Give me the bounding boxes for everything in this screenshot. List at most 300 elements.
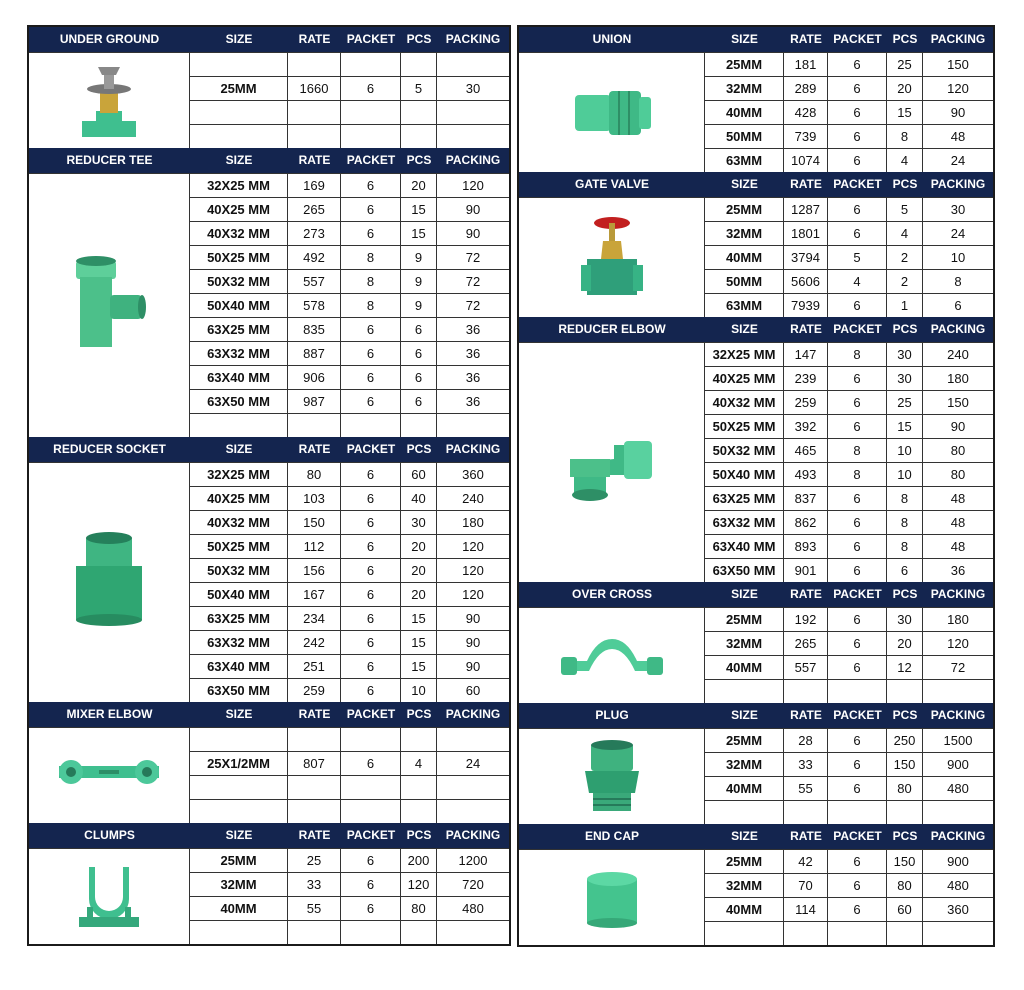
- product-image: [519, 607, 705, 703]
- cell-packing: 72: [465, 250, 481, 265]
- cell-pcs: 2: [887, 246, 923, 269]
- cell-pcs: [401, 728, 437, 751]
- section-end-cap: [519, 824, 993, 945]
- cell-packing: 80: [950, 443, 966, 458]
- cell-packing: 90: [465, 611, 481, 626]
- cell-packet: 6: [341, 390, 401, 413]
- cell-size: 40X32 MM: [190, 511, 288, 534]
- cell-rate: 289: [784, 77, 828, 100]
- table-row: [705, 414, 993, 438]
- table-row: [190, 751, 509, 775]
- column-header-packet: PACKET: [833, 587, 882, 601]
- section-title: UNION: [592, 32, 632, 46]
- cell-rate: 428: [784, 101, 828, 124]
- table-row: [190, 462, 509, 486]
- cell-rate: 557: [784, 656, 828, 679]
- cell-packet: 6: [828, 53, 887, 76]
- cell-size: [190, 101, 288, 124]
- cell-rate: 1660: [288, 77, 341, 100]
- cell-size: 50X25 MM: [190, 246, 288, 269]
- cell-packet: [341, 921, 401, 944]
- table-row: [190, 654, 509, 678]
- cell-rate: 28: [784, 729, 828, 752]
- cell-rate: [288, 800, 341, 823]
- cell-pcs: [887, 680, 923, 703]
- cell-size: 63X32 MM: [190, 342, 288, 365]
- cell-pcs: 120: [401, 873, 437, 896]
- table-row: [190, 510, 509, 534]
- cell-pcs: 15: [401, 198, 437, 221]
- cell-size: 50X40 MM: [190, 583, 288, 606]
- cell-packing: 24: [950, 153, 966, 168]
- section-body: [29, 52, 509, 148]
- cell-rate: 887: [288, 342, 341, 365]
- cell-pcs: 25: [887, 391, 923, 414]
- cell-rate: 807: [288, 752, 341, 775]
- column-header-size: SIZE: [225, 32, 253, 46]
- over-cross-icon: [557, 631, 667, 681]
- table-row: [705, 607, 993, 631]
- gate-valve-icon: [577, 213, 647, 303]
- cell-size: 63MM: [705, 294, 784, 317]
- section-title: PLUG: [595, 708, 629, 722]
- table-row: [705, 76, 993, 100]
- cell-packing: 240: [462, 491, 484, 506]
- cell-size: 25MM: [705, 198, 784, 221]
- table-row: [190, 727, 509, 751]
- cell-packet: 6: [828, 367, 887, 390]
- cell-packing: 36: [465, 346, 481, 361]
- rows: [705, 342, 993, 582]
- product-image: [29, 462, 190, 702]
- cell-pcs: 30: [887, 367, 923, 390]
- section-title: END CAP: [584, 829, 639, 843]
- cell-size: [190, 921, 288, 944]
- table-row: [190, 920, 509, 944]
- cell-size: [705, 801, 784, 824]
- table-row: [705, 921, 993, 945]
- table-row: [190, 486, 509, 510]
- cell-pcs: 20: [401, 583, 437, 606]
- cell-size: 63X50 MM: [705, 559, 784, 582]
- left-price-table: [27, 25, 511, 946]
- cell-packing: 240: [947, 347, 969, 362]
- table-row: [190, 848, 509, 872]
- cell-packing: [437, 921, 509, 944]
- cell-size: 32MM: [705, 632, 784, 655]
- cell-packet: 6: [341, 198, 401, 221]
- cell-size: 25MM: [190, 77, 288, 100]
- cell-packet: 6: [341, 535, 401, 558]
- cell-packet: 6: [341, 511, 401, 534]
- cell-packet: 6: [341, 318, 401, 341]
- union-icon: [567, 83, 657, 143]
- table-row: [190, 872, 509, 896]
- cell-packet: 4: [828, 270, 887, 293]
- section-body: [519, 607, 993, 703]
- cell-packet: 6: [341, 174, 401, 197]
- section-body: [29, 462, 509, 702]
- cell-size: 32X25 MM: [190, 174, 288, 197]
- cell-packing: [437, 776, 509, 799]
- cell-packing: 1200: [458, 853, 488, 868]
- column-header-packing: PACKING: [930, 829, 986, 843]
- column-header-size: SIZE: [225, 153, 253, 167]
- cell-pcs: 8: [887, 487, 923, 510]
- table-row: [190, 775, 509, 799]
- column-header-pcs: PCS: [892, 708, 918, 722]
- cell-packing: 120: [462, 539, 484, 554]
- pipe-clamp-icon: [69, 857, 149, 937]
- cell-rate: 112: [288, 535, 341, 558]
- column-header-packet: PACKET: [833, 708, 882, 722]
- cell-packing: 90: [465, 226, 481, 241]
- cell-size: [190, 800, 288, 823]
- section-body: [29, 848, 509, 944]
- cell-rate: 169: [288, 174, 341, 197]
- column-header-packet: PACKET: [833, 32, 882, 46]
- cell-rate: 465: [784, 439, 828, 462]
- cell-pcs: 20: [887, 77, 923, 100]
- cell-packet: 6: [828, 874, 887, 897]
- cell-rate: 493: [784, 463, 828, 486]
- cell-size: 63MM: [705, 149, 784, 172]
- cell-packing: 90: [950, 105, 966, 120]
- cell-rate: 3794: [784, 246, 828, 269]
- cell-packet: 6: [828, 149, 887, 172]
- cell-packet: 6: [828, 850, 887, 873]
- cell-rate: 25: [288, 849, 341, 872]
- table-row: [705, 849, 993, 873]
- cell-size: 32MM: [705, 77, 784, 100]
- cell-rate: 156: [288, 559, 341, 582]
- cell-rate: 578: [288, 294, 341, 317]
- table-row: [705, 293, 993, 317]
- cell-packet: 6: [828, 535, 887, 558]
- cell-size: 50X32 MM: [190, 270, 288, 293]
- cell-size: 63X40 MM: [190, 366, 288, 389]
- cell-packet: 6: [341, 873, 401, 896]
- column-header-size: SIZE: [731, 587, 758, 601]
- cell-pcs: 9: [401, 246, 437, 269]
- cell-rate: [288, 125, 341, 148]
- cell-packing: 180: [947, 371, 969, 386]
- section-header: [519, 317, 993, 342]
- table-row: [705, 100, 993, 124]
- product-image: [29, 173, 190, 437]
- product-image: [519, 197, 705, 317]
- cell-packing: 90: [465, 202, 481, 217]
- cell-pcs: 60: [401, 463, 437, 486]
- cell-rate: 42: [784, 850, 828, 873]
- cell-rate: 239: [784, 367, 828, 390]
- cell-pcs: 6: [401, 390, 437, 413]
- product-image: [29, 727, 190, 823]
- cell-packing: 72: [950, 660, 966, 675]
- cell-packing: 480: [947, 878, 969, 893]
- column-header-packing: PACKING: [930, 708, 986, 722]
- cell-packing: 90: [950, 419, 966, 434]
- cell-rate: [288, 921, 341, 944]
- section-title: REDUCER ELBOW: [558, 322, 666, 336]
- cell-packet: [341, 800, 401, 823]
- cell-pcs: [401, 800, 437, 823]
- cell-rate: 234: [288, 607, 341, 630]
- column-header-pcs: PCS: [406, 153, 432, 167]
- product-image: [29, 52, 190, 148]
- column-header-packing: PACKING: [930, 32, 986, 46]
- cell-pcs: 6: [401, 366, 437, 389]
- cell-packet: 6: [341, 655, 401, 678]
- table-row: [190, 173, 509, 197]
- section-reducer-socket: [29, 437, 509, 702]
- column-header-pcs: PCS: [892, 32, 918, 46]
- cell-packet: [341, 728, 401, 751]
- table-row: [190, 558, 509, 582]
- table-row: [705, 221, 993, 245]
- rows: [190, 173, 509, 437]
- cell-rate: 901: [784, 559, 828, 582]
- cell-pcs: 25: [887, 53, 923, 76]
- cell-pcs: 80: [401, 897, 437, 920]
- cell-pcs: 5: [401, 77, 437, 100]
- column-header-rate: RATE: [298, 828, 331, 842]
- column-header-size: SIZE: [731, 708, 758, 722]
- cell-pcs: [887, 922, 923, 945]
- cell-rate: 906: [288, 366, 341, 389]
- cell-rate: 80: [288, 463, 341, 486]
- cell-packet: 6: [828, 632, 887, 655]
- cell-size: 40X32 MM: [190, 222, 288, 245]
- cell-pcs: 4: [887, 149, 923, 172]
- table-row: [190, 317, 509, 341]
- cell-packet: 6: [341, 631, 401, 654]
- cell-size: 40MM: [705, 898, 784, 921]
- column-header-pcs: PCS: [406, 32, 432, 46]
- cell-pcs: 15: [401, 222, 437, 245]
- cell-size: 50X32 MM: [705, 439, 784, 462]
- rows: [190, 727, 509, 823]
- cell-rate: 273: [288, 222, 341, 245]
- cell-size: [190, 53, 288, 76]
- cell-packet: 6: [828, 101, 887, 124]
- cell-pcs: 150: [887, 850, 923, 873]
- cell-size: 63X25 MM: [190, 607, 288, 630]
- section-body: [519, 849, 993, 945]
- table-row: [190, 76, 509, 100]
- rows: [190, 52, 509, 148]
- cell-packet: 6: [341, 583, 401, 606]
- cell-size: 40MM: [705, 777, 784, 800]
- cell-packing: 48: [950, 539, 966, 554]
- cell-packet: 6: [828, 125, 887, 148]
- cell-size: 50X32 MM: [190, 559, 288, 582]
- cell-pcs: 80: [887, 777, 923, 800]
- cell-packet: 6: [341, 342, 401, 365]
- column-header-packing: PACKING: [445, 442, 501, 456]
- cell-pcs: 12: [887, 656, 923, 679]
- cell-packing: 360: [462, 467, 484, 482]
- cell-pcs: 5: [887, 198, 923, 221]
- cell-packet: 6: [828, 559, 887, 582]
- cell-pcs: [887, 801, 923, 824]
- cell-rate: 862: [784, 511, 828, 534]
- column-header-pcs: PCS: [892, 322, 918, 336]
- column-header-packet: PACKET: [346, 442, 396, 456]
- column-header-size: SIZE: [731, 322, 758, 336]
- section-plug: [519, 703, 993, 824]
- cell-packing: 36: [465, 322, 481, 337]
- cell-pcs: [401, 776, 437, 799]
- cell-size: 50X25 MM: [705, 415, 784, 438]
- cell-packet: 6: [341, 463, 401, 486]
- cell-packing: 150: [947, 57, 969, 72]
- cell-pcs: 9: [401, 270, 437, 293]
- cell-size: [190, 776, 288, 799]
- section-clumps: [29, 823, 509, 944]
- column-header-size: SIZE: [225, 828, 253, 842]
- column-header-packing: PACKING: [930, 322, 986, 336]
- section-reducer-elbow: [519, 317, 993, 582]
- cell-packing: 1500: [943, 733, 973, 748]
- cell-size: 32MM: [705, 222, 784, 245]
- cell-packet: 8: [341, 294, 401, 317]
- column-header-packet: PACKET: [833, 177, 882, 191]
- cell-pcs: 10: [401, 679, 437, 702]
- rows: [190, 848, 509, 944]
- cell-pcs: 150: [887, 753, 923, 776]
- table-row: [190, 606, 509, 630]
- cell-pcs: 1: [887, 294, 923, 317]
- table-row: [705, 897, 993, 921]
- section-header: [519, 27, 993, 52]
- section-title: REDUCER TEE: [66, 153, 153, 167]
- table-row: [190, 389, 509, 413]
- cell-rate: [784, 922, 828, 945]
- cell-rate: 893: [784, 535, 828, 558]
- cell-size: 63X32 MM: [190, 631, 288, 654]
- table-row: [705, 776, 993, 800]
- product-image: [519, 728, 705, 824]
- section-header: [29, 437, 509, 462]
- cell-packing: [923, 922, 993, 945]
- cell-packet: [828, 680, 887, 703]
- cell-size: 63X50 MM: [190, 679, 288, 702]
- column-header-pcs: PCS: [406, 828, 432, 842]
- table-row: [190, 678, 509, 702]
- cell-pcs: 80: [887, 874, 923, 897]
- column-header-pcs: PCS: [892, 587, 918, 601]
- table-row: [190, 365, 509, 389]
- cell-packet: [828, 922, 887, 945]
- column-header-rate: RATE: [790, 708, 822, 722]
- cell-packing: 900: [947, 854, 969, 869]
- cell-rate: 33: [784, 753, 828, 776]
- cell-rate: 739: [784, 125, 828, 148]
- cell-packing: 180: [462, 515, 484, 530]
- cell-packing: 120: [462, 587, 484, 602]
- cell-rate: [288, 53, 341, 76]
- column-header-rate: RATE: [298, 32, 331, 46]
- cell-packing: [923, 801, 993, 824]
- column-header-size: SIZE: [731, 177, 758, 191]
- cell-packet: [341, 776, 401, 799]
- section-body: [519, 52, 993, 172]
- cell-size: [190, 728, 288, 751]
- cell-pcs: [401, 101, 437, 124]
- column-header-packet: PACKET: [346, 828, 396, 842]
- section-under-ground: [29, 27, 509, 148]
- table-row: [705, 679, 993, 703]
- cell-size: 25X1/2MM: [190, 752, 288, 775]
- cell-packet: 8: [828, 439, 887, 462]
- cell-pcs: 15: [401, 607, 437, 630]
- cell-pcs: 30: [887, 343, 923, 366]
- cell-pcs: 6: [401, 318, 437, 341]
- column-header-rate: RATE: [790, 587, 822, 601]
- section-header: [519, 172, 993, 197]
- rows: [190, 462, 509, 702]
- column-header-pcs: PCS: [406, 707, 432, 721]
- column-header-rate: RATE: [790, 322, 822, 336]
- cell-packing: 120: [462, 178, 484, 193]
- column-header-packing: PACKING: [445, 828, 501, 842]
- cell-size: 63X40 MM: [190, 655, 288, 678]
- cell-pcs: 15: [887, 101, 923, 124]
- cell-packing: 720: [462, 877, 484, 892]
- cell-packing: [437, 53, 509, 76]
- cell-size: 32X25 MM: [190, 463, 288, 486]
- cell-size: 40MM: [705, 246, 784, 269]
- table-row: [705, 728, 993, 752]
- cell-packing: 72: [465, 298, 481, 313]
- table-row: [190, 100, 509, 124]
- column-header-size: SIZE: [731, 829, 758, 843]
- cell-rate: 192: [784, 608, 828, 631]
- cell-packing: 36: [950, 563, 966, 578]
- cell-packing: 48: [950, 491, 966, 506]
- section-title: CLUMPS: [84, 828, 135, 842]
- cell-size: 40X25 MM: [190, 487, 288, 510]
- cell-packing: 30: [950, 202, 966, 217]
- column-header-packet: PACKET: [346, 153, 396, 167]
- cell-rate: 259: [784, 391, 828, 414]
- cell-packing: 48: [950, 515, 966, 530]
- reducer-socket-icon: [64, 528, 154, 638]
- product-image: [519, 52, 705, 172]
- column-header-packet: PACKET: [346, 707, 396, 721]
- cell-packing: [437, 101, 509, 124]
- cell-rate: 265: [288, 198, 341, 221]
- cell-rate: [784, 680, 828, 703]
- cell-packing: [437, 414, 509, 437]
- section-header: [519, 824, 993, 849]
- cell-packing: [437, 800, 509, 823]
- cell-packing: 48: [950, 129, 966, 144]
- section-body: [519, 197, 993, 317]
- cell-size: 25MM: [705, 729, 784, 752]
- cell-pcs: [401, 414, 437, 437]
- column-header-packing: PACKING: [930, 587, 986, 601]
- cell-packing: 360: [947, 902, 969, 917]
- cell-size: 40MM: [705, 101, 784, 124]
- cell-packet: 6: [341, 897, 401, 920]
- cell-packing: 24: [950, 226, 966, 241]
- column-header-size: SIZE: [225, 707, 253, 721]
- right-price-table: [517, 25, 995, 947]
- cell-pcs: [401, 921, 437, 944]
- cell-pcs: 15: [401, 631, 437, 654]
